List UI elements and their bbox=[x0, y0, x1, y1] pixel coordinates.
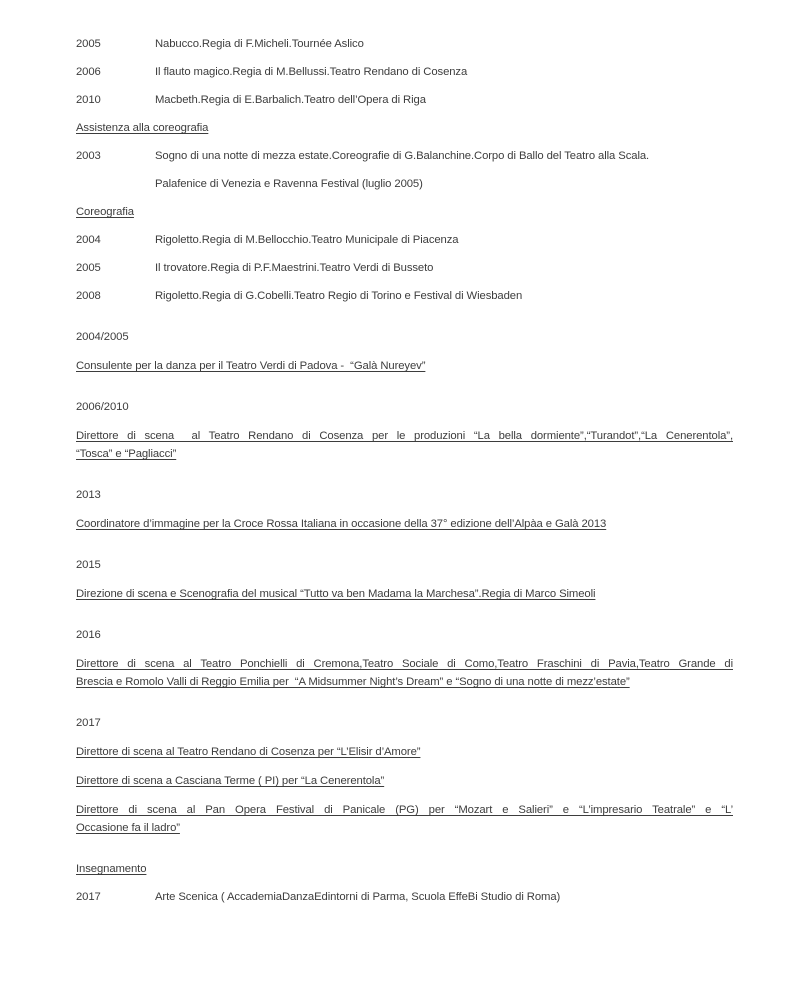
row-text-line: Il trovatore.Regia di P.F.Maestrini.Teatro Verdi di Busseto bbox=[155, 262, 434, 274]
row-text-line: Macbeth.Regia di E.Barbalich.Teatro dell’Opera di Riga bbox=[155, 94, 426, 106]
entry-paragraph-line: “Tosca” e “Pagliacci” bbox=[76, 448, 177, 460]
timeline-row bbox=[76, 36, 733, 53]
section-heading-assistenza-coreografia: Assistenza alla coreografia bbox=[76, 122, 209, 134]
row-text bbox=[155, 36, 733, 53]
section-heading-insegnamento: Insegnamento bbox=[76, 863, 147, 875]
year-label: 2017 bbox=[76, 891, 101, 903]
entry-paragraph bbox=[76, 515, 733, 533]
entry-year: 2004/2005 bbox=[76, 331, 129, 343]
entry-year: 2006/2010 bbox=[76, 401, 129, 413]
timeline-row bbox=[76, 288, 733, 305]
career-entry bbox=[76, 329, 733, 375]
entry-paragraph-line: Occasione fa il ladro” bbox=[76, 822, 180, 834]
entry-paragraph bbox=[76, 743, 733, 761]
timeline-row bbox=[76, 64, 733, 81]
year-label: 2005 bbox=[76, 262, 101, 274]
entry-paragraph-line: Consulente per la danza per il Teatro Verdi di Padova - “Galà Nureyev” bbox=[76, 360, 426, 372]
row-text bbox=[155, 288, 733, 305]
timeline-row bbox=[76, 232, 733, 249]
entry-paragraph bbox=[76, 801, 733, 837]
entry-paragraph bbox=[76, 427, 733, 463]
entry-year: 2013 bbox=[76, 489, 101, 501]
entry-paragraph-line: Brescia e Romolo Valli di Reggio Emilia per “A Midsummer Night’s Dream” e “Sogno di una notte di mezz’estate” bbox=[76, 676, 630, 688]
timeline-row bbox=[76, 148, 733, 193]
timeline-row bbox=[76, 92, 733, 109]
row-text bbox=[155, 92, 733, 109]
row-text-line: Nabucco.Regia di F.Micheli.Tournée Aslico bbox=[155, 38, 364, 50]
timeline-row bbox=[76, 889, 733, 906]
entry-paragraph-line: Direzione di scena e Scenografia del musical “Tutto va ben Madama la Marchesa”.Regia di Marco Simeoli bbox=[76, 588, 596, 600]
year-label: 2005 bbox=[76, 38, 101, 50]
year-label: 2004 bbox=[76, 234, 101, 246]
year-label: 2006 bbox=[76, 66, 101, 78]
career-entry bbox=[76, 487, 733, 533]
entry-paragraph bbox=[76, 772, 733, 790]
entry-paragraph bbox=[76, 585, 733, 603]
entry-paragraph-line: Direttore di scena al Pan Opera Festival di Panicale (PG) per “Mozart e Salieri” e “L’impresario Teatrale” e “L’ bbox=[76, 804, 733, 816]
row-text-line: Sogno di una notte di mezza estate.Coreografie di G.Balanchine.Corpo di Ballo del Teatro alla Scala. bbox=[155, 150, 650, 162]
row-text-line: Il flauto magico.Regia di M.Bellussi.Teatro Rendano di Cosenza bbox=[155, 66, 468, 78]
entry-paragraph bbox=[76, 655, 733, 691]
entry-paragraph-line: Direttore di scena al Teatro Rendano di Cosenza per “L’Elisir d’Amore” bbox=[76, 746, 421, 758]
row-text bbox=[155, 260, 733, 277]
entry-year: 2017 bbox=[76, 717, 101, 729]
section-heading-coreografia: Coreografia bbox=[76, 206, 134, 218]
year-label: 2003 bbox=[76, 150, 101, 162]
row-text-line: Palafenice di Venezia e Ravenna Festival (luglio 2005) bbox=[155, 178, 423, 190]
year-label: 2008 bbox=[76, 290, 101, 302]
entry-paragraph-line: Direttore di scena al Teatro Rendano di Cosenza per le produzioni “La bella dormiente”,“Turandot”,“La Cenerentola”, bbox=[76, 430, 733, 442]
entry-paragraph-line: Direttore di scena al Teatro Ponchielli di Cremona,Teatro Sociale di Como,Teatro Fraschini di Pavia,Teatro Grande di bbox=[76, 658, 733, 670]
entry-paragraph-line: Coordinatore d’immagine per la Croce Rossa Italiana in occasione della 37° edizione dell’Alpàa e Galà 2013 bbox=[76, 518, 607, 530]
row-text bbox=[155, 889, 733, 906]
career-entry bbox=[76, 557, 733, 603]
career-entry bbox=[76, 627, 733, 691]
career-entry bbox=[76, 399, 733, 463]
entry-paragraph-line: Direttore di scena a Casciana Terme ( PI) per “La Cenerentola” bbox=[76, 775, 385, 787]
row-text-line: Rigoletto.Regia di M.Bellocchio.Teatro Municipale di Piacenza bbox=[155, 234, 459, 246]
row-text bbox=[155, 232, 733, 249]
row-text bbox=[155, 64, 733, 81]
entry-year: 2016 bbox=[76, 629, 101, 641]
row-text bbox=[155, 148, 733, 193]
entry-paragraph bbox=[76, 357, 733, 375]
timeline-row bbox=[76, 260, 733, 277]
year-label: 2010 bbox=[76, 94, 101, 106]
entry-year: 2015 bbox=[76, 559, 101, 571]
career-entry bbox=[76, 715, 733, 837]
row-text-line: Arte Scenica ( AccademiaDanzaEdintorni di Parma, Scuola EffeBi Studio di Roma) bbox=[155, 891, 561, 903]
row-text-line: Rigoletto.Regia di G.Cobelli.Teatro Regio di Torino e Festival di Wiesbaden bbox=[155, 290, 523, 302]
